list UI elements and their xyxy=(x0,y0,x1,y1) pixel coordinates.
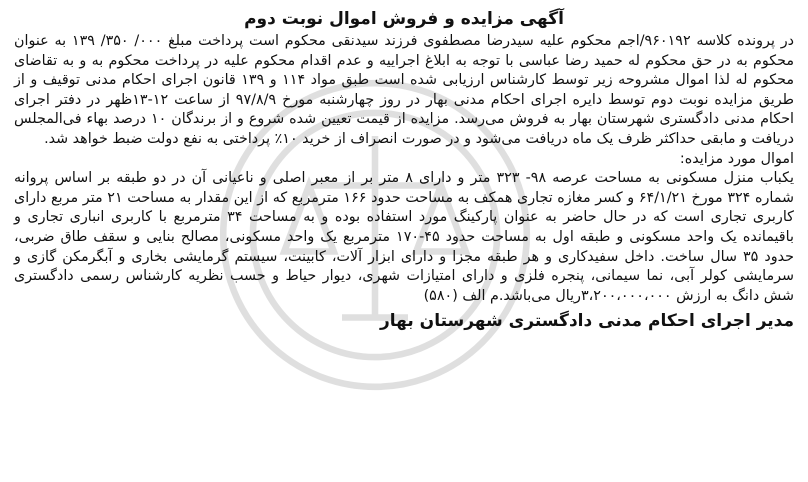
notice-body xyxy=(14,32,794,306)
notice-title: آگهی مزایده و فروش اموال نوبت دوم xyxy=(244,9,564,29)
signature: مدیر اجرای احکام مدنی دادگستری شهرستان بهار xyxy=(379,311,794,332)
property-description: یکباب منزل مسکونی به مساحت عرصه ۹۸- ۳۲۳ متر و دارای ۸ متر بر از معبر اصلی و ناعیانی آن در دو طبقه بر اساس پروانه شماره ۳۲۴ مورخ ۶۴/۱/۲۱ و کسر مغازه تجاری همکف به مساحت حدود ۱۶۶ مترمربع که از این مقدار به مساحت ۲۱ متر مربع دارای کاربری تجاری است که در حال حاضر به عنوان پارکینگ مورد استفاده بوده و به مساحت ۳۴ مترمربع با کاربری انباری تجاری و باقیمانده یک واحد مسکونی و طبقه اول به مساحت حدود ۴۵-۱۷۰ مترمربع یک واحد مسکونی، مصالح بنایی و سقف طاق ضربی، حدود ۳۵ سال ساخت. داخل سفیدکاری و هر طبقه مجزا و دارای ابزار آلات، کابینت، سیستم گرمایشی بخاری و آبگرمکن گازی و سرمایشی کولر آبی، نما سیمانی، پنجره فلزی و دارای امتیازات شهری، دیوار حیاط و حسب نظریه کارشناس رسمی دادگستری شش دانگ به ارزش ۳،۲۰۰،۰۰۰،۰۰۰ریال می‌باشد.م الف (۵۸۰) xyxy=(14,170,794,304)
auction-items-heading: اموال مورد مزایده: xyxy=(679,150,794,167)
case-paragraph: در پرونده کلاسه ۹۶۰۱۹۲/اجم محکوم علیه سیدرضا مصطفوی فرزند سیدنقی محکوم است پرداخت مبلغ ۰۰۰/ ۳۵۰/ ۱۳۹ به عنوان محکوم به در حق محکوم له حمید رضا عباسی با توجه به ابلاغ اجراییه و عدم اقدام محکوم علیه در پرداخت محکوم به و به تقاضای محکوم له لذا اموال مشروحه زیر توسط کارشناس ارزیابی شده است طبق مواد ۱۱۴ و ۱۳۹ قانون اجرای احکام مدنی توقیف و از طریق مزایده نوبت دوم توسط دایره اجرای احکام مدنی بهار در روز چهارشنبه مورخ ۹۷/۸/۹ از ساعت ۱۲-۱۳ظهر در دفتر اجرای احکام مدنی دادگستری شهرستان بهار به فروش می‌رسد. مزایده از قیمت تعیین شده شروع و از برندگان ۱۰ درصد بهاء فی‌المجلس دریافت و مابقی حداکثر ظرف یک ماه دریافت می‌شود و در صورت انصراف از خرید ۱۰٪ پرداختی به نفع دولت ضبط خواهد شد. xyxy=(14,33,795,147)
